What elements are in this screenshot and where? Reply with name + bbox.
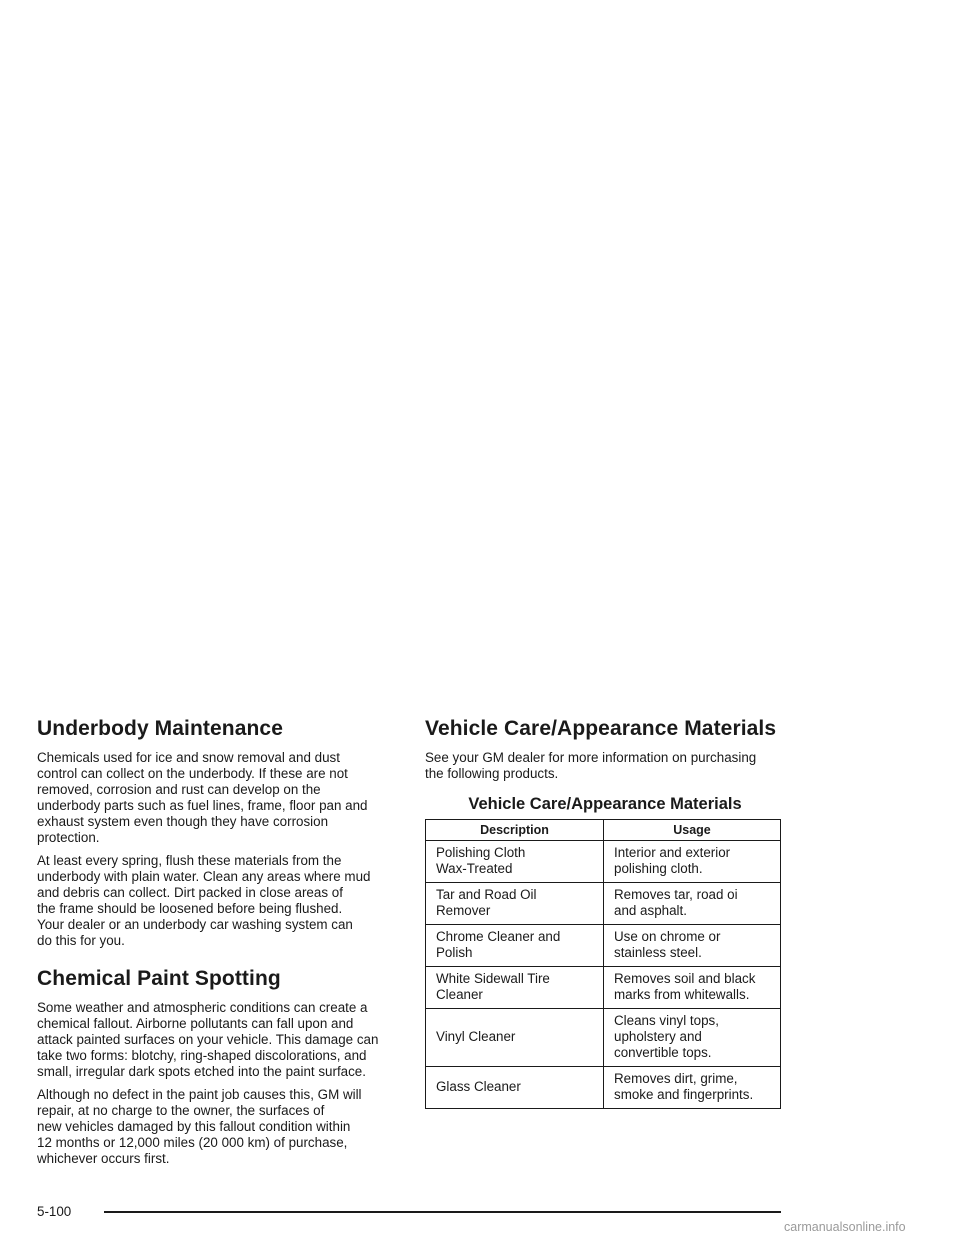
table-cell-usage: Removes tar, road oi and asphalt. (604, 883, 781, 925)
table-cell-usage: Cleans vinyl tops, upholstery and convertible tops. (604, 1009, 781, 1067)
paint-spotting-paragraph-2: Although no defect in the paint job causes this, GM will repair, at no charge to the owner, the surfaces of new vehicles damaged by this fallout condition within 12 months or 12,000 miles (20 000 km) of purchase, whichever occurs first. (37, 1087, 362, 1166)
table-cell-description: Vinyl Cleaner (426, 1009, 604, 1067)
header-description: Description (426, 820, 604, 841)
left-column (37, 716, 398, 1174)
table-cell-usage: Removes soil and black marks from whitewalls. (604, 967, 781, 1009)
vehicle-care-heading: Vehicle Care/Appearance Materials (425, 717, 777, 740)
table-row (426, 1067, 781, 1109)
table-cell-usage: Interior and exterior polishing cloth. (604, 841, 781, 883)
table-cell-description: Chrome Cleaner and Polish (426, 925, 604, 967)
table-cell-description: Glass Cleaner (426, 1067, 604, 1109)
table-cell-description: Polishing Cloth Wax-Treated (426, 841, 604, 883)
table-header-row (426, 820, 781, 841)
underbody-maintenance-heading: Underbody Maintenance (37, 717, 283, 740)
page-number: 5-100 (37, 1204, 72, 1219)
materials-table (425, 819, 781, 1109)
underbody-paragraph-2: At least every spring, flush these materials from the underbody with plain water. Clean any areas where mud and debris can collect. Dirt packed in close areas of the frame should be loosened before being flushed. Your dealer or an underbody car washing system can do this for you. (37, 853, 371, 948)
paint-spotting-paragraph-1: Some weather and atmospheric conditions can create a chemical fallout. Airborne pollutants can fall upon and attack painted surfaces on your vehicle. This damage can take two forms: blotchy, ring-shaped discolorations, and small, irregular dark spots etched into the paint surface. (37, 1000, 379, 1079)
header-usage: Usage (604, 820, 781, 841)
table-cell-description: White Sidewall Tire Cleaner (426, 967, 604, 1009)
table-row (426, 841, 781, 883)
vehicle-care-intro: See your GM dealer for more information on purchasing the following products. (425, 750, 757, 781)
underbody-paragraph-1: Chemicals used for ice and snow removal and dust control can collect on the underbody. If these are not removed, corrosion and rust can develop on the underbody parts such as fuel lines, frame, floor pan and exhaust system even though they have corrosion protection. (37, 750, 368, 845)
watermark: carmanualsonline.info (784, 1220, 906, 1234)
table-row (426, 1009, 781, 1067)
chemical-paint-spotting-heading: Chemical Paint Spotting (37, 967, 281, 990)
footer-rule (104, 1211, 781, 1213)
page-footer (0, 1200, 960, 1242)
table-cell-description: Tar and Road Oil Remover (426, 883, 604, 925)
table-row (426, 925, 781, 967)
table-row (426, 883, 781, 925)
table-title: Vehicle Care/Appearance Materials (468, 795, 742, 813)
table-cell-usage: Use on chrome or stainless steel. (604, 925, 781, 967)
right-column (425, 716, 785, 1109)
table-cell-usage: Removes dirt, grime, smoke and fingerprints. (604, 1067, 781, 1109)
table-row (426, 967, 781, 1009)
